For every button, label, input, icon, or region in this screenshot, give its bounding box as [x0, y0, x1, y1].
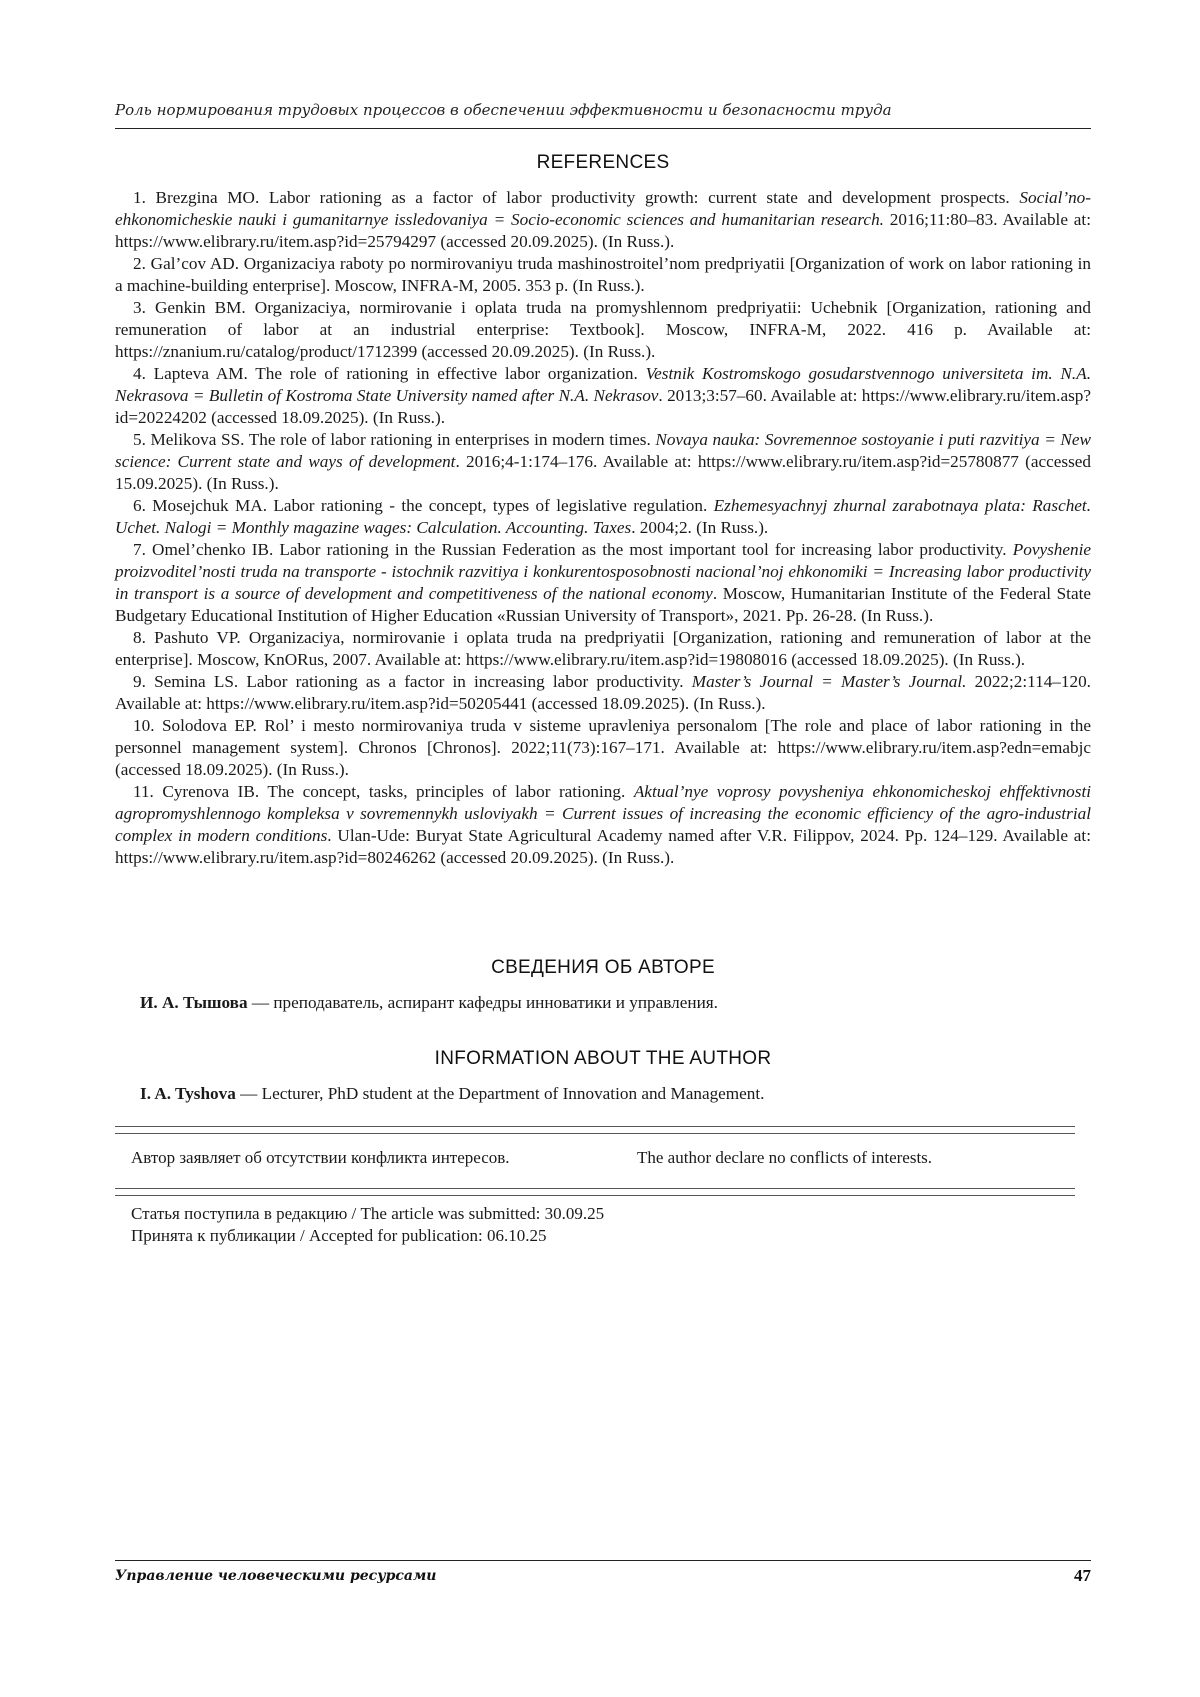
author-en-info — [140, 1084, 1090, 1104]
footer-journal-title: Управление человеческими ресурсами — [115, 1568, 437, 1584]
reference-item: 3. Genkin BM. Organizaciya, normirovanie i oplata truda na promyshlennom predpriyatii: Uchebnik [Organization, rationing and remuneration of labor at an industrial enterprise: Textbook]. Moscow, INFRA-M, 2022. 416 p. Available at: https://znanium.ru/catalog/product/1712399 (accessed 20.09.2025). (In Russ.). — [115, 298, 1091, 361]
references-list — [115, 187, 1091, 869]
divider-top — [115, 1126, 1075, 1134]
article-dates — [131, 1203, 1031, 1247]
submitted-date: Статья поступила в редакцию / The article was submitted: 30.09.25 — [131, 1204, 605, 1223]
reference-item: 8. Pashuto VP. Organizaciya, normirovanie i oplata truda na predpriyatii [Organization, rationing and remuneration of labor at the enterprise]. Moscow, KnORus, 2007. Available at: https://www.elibrary.ru/item.asp?id=19808016 (accessed 18.09.2025). (In Russ.). — [115, 628, 1091, 669]
reference-item: 4. Lapteva AM. The role of rationing in effective labor organization. Vestnik Kostromskogo gosudarstvennogo universiteta im. N.A. Nekrasova = Bulletin of Kostroma State University named after N.A. Nekrasov. 2013;3:57–60. Available at: https://www.elibrary.ru/item.asp?id=20224202 (accessed 18.09.2025). (In Russ.). — [115, 364, 1091, 427]
author-en-heading: INFORMATION ABOUT THE AUTHOR — [434, 1048, 772, 1069]
running-header: Роль нормирования трудовых процессов в обеспечении эффективности и безопасности труда — [115, 101, 1091, 129]
author-ru-description: — преподаватель, аспирант кафедры инноватики и управления. — [247, 993, 718, 1012]
accepted-date: Принята к публикации / Accepted for publication: 06.10.25 — [131, 1226, 547, 1245]
reference-item: 7. Omel’chenko IB. Labor rationing in the Russian Federation as the most important tool for increasing labor productivity. Povyshenie proizvoditel’nosti truda na transporte - istochnik razvitiya i konkurentosposobnosti nacional’noj ehkonomiki = Increasing labor productivity in transport is a source of development and competitiveness of the national economy. Moscow, Humanitarian Institute of the Federal State Budgetary Educational Institution of Higher Education «Russian University of Transport», 2021. Pp. 26-28. (In Russ.). — [115, 540, 1091, 625]
author-en-name: I. A. Tyshova — [140, 1084, 236, 1103]
reference-item: 9. Semina LS. Labor rationing as a factor in increasing labor productivity. Master’s Journal = Master’s Journal. 2022;2:114–120. Available at: https://www.elibrary.ru/item.asp?id=50205441 (accessed 18.09.2025). (In Russ.). — [115, 672, 1091, 713]
author-ru-name: И. А. Тышова — [140, 993, 248, 1012]
author-en-description: — Lecturer, PhD student at the Department of Innovation and Management. — [235, 1084, 765, 1103]
reference-item: 11. Cyrenova IB. The concept, tasks, principles of labor rationing. Aktual’nye voprosy povysheniya ehkonomicheskoj ehffektivnosti agropromyshlennogo kompleksa v sovremennykh usloviyakh = Current issues of increasing the economic efficiency of the agro-industrial complex in modern conditions. Ulan-Ude: Buryat State Agricultural Academy named after V.R. Filippov, 2024. Pp. 124–129. Available at: https://www.elibrary.ru/item.asp?id=80246262 (accessed 20.09.2025). (In Russ.). — [115, 782, 1091, 867]
reference-item: 6. Mosejchuk MA. Labor rationing - the concept, types of legislative regulation. Ezhemesyachnyj zhurnal zarabotnaya plata: Raschet. Uchet. Nalogi = Monthly magazine wages: Calculation. Accounting. Taxes. 2004;2. (In Russ.). — [115, 496, 1092, 537]
references-heading: REFERENCES — [536, 152, 670, 173]
page-number: 47 — [1074, 1566, 1091, 1585]
footer-rule — [115, 1560, 1091, 1561]
reference-item: 5. Melikova SS. The role of labor rationing in enterprises in modern times. Novaya nauka: Sovremennoe sostoyanie i puti razvitiya = New science: Current state and ways of development. 2016;4-1:174–176. Available at: https://www.elibrary.ru/item.asp?id=25780877 (accessed 15.09.2025). (In Russ.). — [115, 430, 1091, 493]
reference-item: 1. Brezgina MO. Labor rationing as a factor of labor productivity growth: current state and development prospects. Social’no-ehkonomicheskie nauki i gumanitarnye issledovaniya = Socio-economic sciences and humanitarian research. 2016;11:80–83. Available at: https://www.elibrary.ru/item.asp?id=25794297 (accessed 20.09.2025). (In Russ.). — [115, 188, 1091, 251]
divider-bottom — [115, 1188, 1075, 1196]
author-ru-heading: СВЕДЕНИЯ ОБ АВТОРЕ — [491, 957, 715, 978]
author-ru-info — [140, 993, 1090, 1013]
conflict-ru: Автор заявляет об отсутствии конфликта интересов. — [131, 1148, 510, 1167]
reference-item: 10. Solodova EP. Rol’ i mesto normirovaniya truda v sisteme upravleniya personalom [The role and place of labor rationing in the personnel management system]. Chronos [Chronos]. 2022;11(73):167–171. Available at: https://www.elibrary.ru/item.asp?edn=emabjc (accessed 18.09.2025). (In Russ.). — [115, 716, 1091, 779]
conflict-en: The author declare no conflicts of interests. — [637, 1148, 933, 1167]
reference-item: 2. Gal’cov AD. Organizaciya raboty po normirovaniyu truda mashinostroitel’nom predpriyatii [Organization of work on labor rationing in a machine-building enterprise]. Moscow, INFRA-M, 2005. 353 p. (In Russ.). — [115, 254, 1091, 295]
